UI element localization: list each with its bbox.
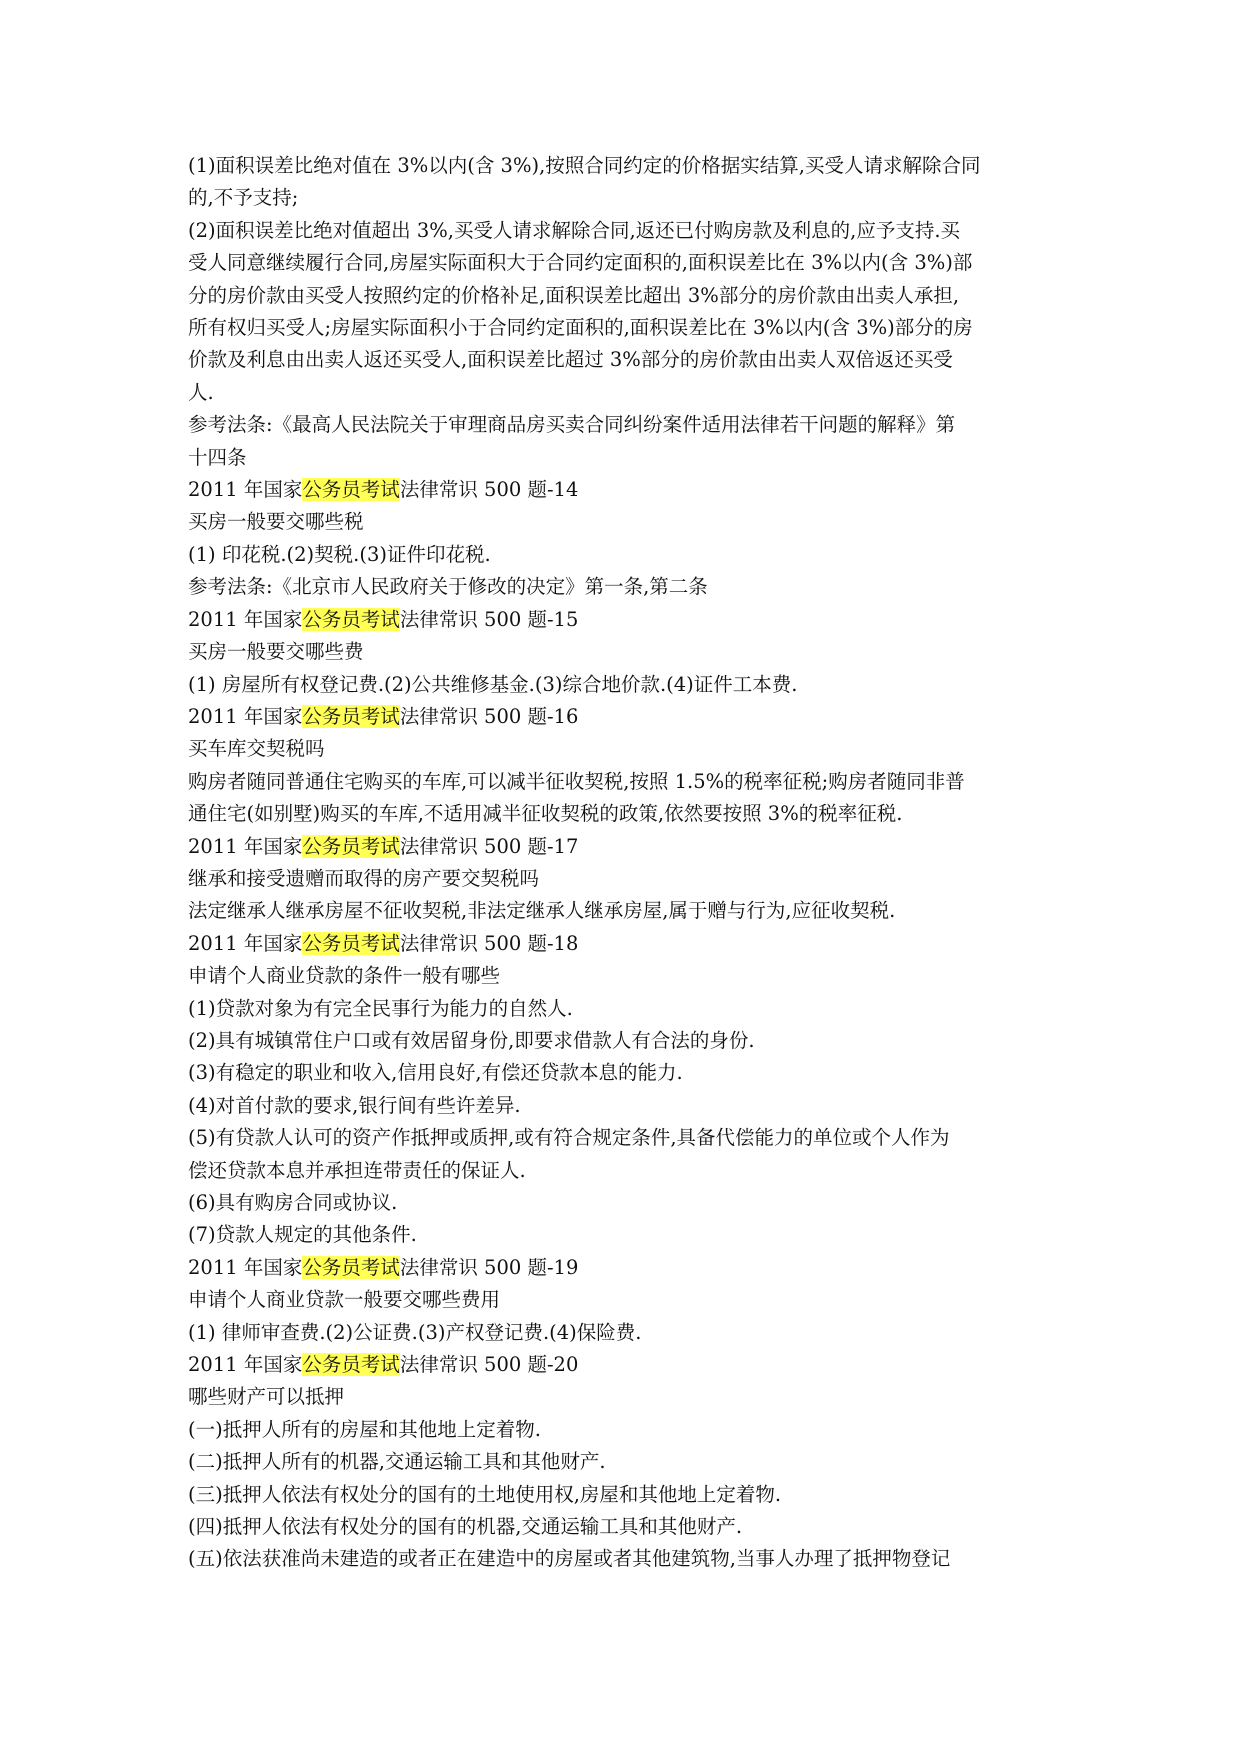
text-line: (5)有贷款人认可的资产作抵押或质押,或有符合规定条件,具备代偿能力的单位或个人作为 bbox=[188, 1126, 950, 1150]
heading-suffix: 法律常识 500 题-17 bbox=[399, 834, 579, 858]
heading-suffix: 法律常识 500 题-14 bbox=[399, 478, 579, 502]
heading-prefix: 2011 年国家 bbox=[188, 1353, 303, 1377]
text-line: 价款及利息由出卖人返还买受人,面积误差比超过 3%部分的房价款由出卖人双倍返还买受 bbox=[188, 348, 953, 372]
text-line: (三)抵押人依法有权处分的国有的土地使用权,房屋和其他地上定着物. bbox=[188, 1482, 782, 1506]
text-line: (一)抵押人所有的房屋和其他地上定着物. bbox=[188, 1417, 541, 1441]
text-line: 申请个人商业贷款一般要交哪些费用 bbox=[188, 1288, 501, 1312]
section-heading bbox=[188, 474, 1058, 506]
heading-prefix: 2011 年国家 bbox=[188, 704, 303, 728]
text-line: 偿还贷款本息并承担连带责任的保证人. bbox=[188, 1158, 526, 1182]
highlighted-keyword: 公务员考试 bbox=[302, 704, 400, 728]
text-line: (1)贷款对象为有完全民事行为能力的自然人. bbox=[188, 996, 573, 1020]
text-line: (6)具有购房合同或协议. bbox=[188, 1191, 398, 1214]
heading-suffix: 法律常识 500 题-18 bbox=[399, 931, 579, 955]
text-line: (7)贷款人规定的其他条件. bbox=[188, 1223, 417, 1247]
text-line: 买房一般要交哪些税 bbox=[188, 510, 364, 534]
section-heading bbox=[188, 928, 1058, 960]
section-heading bbox=[188, 604, 1058, 636]
highlighted-keyword: 公务员考试 bbox=[302, 931, 400, 955]
text-line: 买车库交契税吗 bbox=[188, 737, 325, 761]
text-line: (二)抵押人所有的机器,交通运输工具和其他财产. bbox=[188, 1450, 606, 1474]
heading-suffix: 法律常识 500 题-19 bbox=[399, 1255, 579, 1279]
text-line: 购房者随同普通住宅购买的车库,可以减半征收契税,按照 1.5%的税率征税;购房者随同非普 bbox=[188, 769, 965, 793]
text-line: (四)抵押人依法有权处分的国有的机器,交通运输工具和其他财产. bbox=[188, 1515, 743, 1539]
text-line: (2)面积误差比绝对值超出 3%,买受人请求解除合同,返还已付购房款及利息的,应予支持.买 bbox=[188, 218, 961, 242]
heading-prefix: 2011 年国家 bbox=[188, 478, 303, 502]
document-body bbox=[188, 150, 1058, 1576]
text-line: 分的房价款由买受人按照约定的价格补足,面积误差比超出 3%部分的房价款由出卖人承担, bbox=[188, 283, 960, 307]
heading-prefix: 2011 年国家 bbox=[188, 1255, 303, 1279]
highlighted-keyword: 公务员考试 bbox=[302, 1353, 400, 1377]
text-line: 参考法条:《最高人民法院关于审理商品房买卖合同纠纷案件适用法律若干问题的解释》第 bbox=[188, 413, 956, 437]
text-line: 法定继承人继承房屋不征收契税,非法定继承人继承房屋,属于赠与行为,应征收契税. bbox=[188, 899, 896, 923]
text-line: (3)有稳定的职业和收入,信用良好,有偿还贷款本息的能力. bbox=[188, 1061, 683, 1085]
text-line: (4)对首付款的要求,银行间有些许差异. bbox=[188, 1093, 521, 1117]
highlighted-keyword: 公务员考试 bbox=[302, 478, 400, 502]
text-line: (1)面积误差比绝对值在 3%以内(含 3%),按照合同约定的价格据实结算,买受人请求解除合同 bbox=[188, 154, 981, 177]
text-line: 参考法条:《北京市人民政府关于修改的决定》第一条,第二条 bbox=[188, 575, 708, 599]
text-line: 继承和接受遗赠而取得的房产要交契税吗 bbox=[188, 866, 540, 890]
text-line: 人. bbox=[188, 380, 214, 404]
text-line: 通住宅(如别墅)购买的车库,不适用减半征收契税的政策,依然要按照 3%的税率征税. bbox=[188, 802, 903, 826]
section-heading bbox=[188, 1252, 1058, 1284]
text-line: (1) 房屋所有权登记费.(2)公共维修基金.(3)综合地价款.(4)证件工本费. bbox=[188, 672, 798, 696]
text-line: (1) 印花税.(2)契税.(3)证件印花税. bbox=[188, 542, 491, 566]
heading-suffix: 法律常识 500 题-15 bbox=[399, 607, 579, 631]
heading-prefix: 2011 年国家 bbox=[188, 607, 303, 631]
text-line: 申请个人商业贷款的条件一般有哪些 bbox=[188, 964, 501, 988]
text-line: 的,不予支持; bbox=[188, 186, 299, 210]
section-heading bbox=[188, 1349, 1058, 1381]
heading-prefix: 2011 年国家 bbox=[188, 931, 303, 955]
text-line: 哪些财产可以抵押 bbox=[188, 1385, 345, 1409]
highlighted-keyword: 公务员考试 bbox=[302, 607, 400, 631]
text-line: (五)依法获准尚未建造的或者正在建造中的房屋或者其他建筑物,当事人办理了抵押物登记 bbox=[188, 1547, 951, 1571]
text-line: 十四条 bbox=[188, 445, 247, 469]
text-line: 所有权归买受人;房屋实际面积小于合同约定面积的,面积误差比在 3%以内(含 3%)部分的房 bbox=[188, 316, 973, 340]
text-line: 受人同意继续履行合同,房屋实际面积大于合同约定面积的,面积误差比在 3%以内(含 3%)部 bbox=[188, 251, 973, 275]
text-line: 买房一般要交哪些费 bbox=[188, 640, 364, 664]
heading-suffix: 法律常识 500 题-16 bbox=[399, 704, 579, 728]
text-line: (2)具有城镇常住户口或有效居留身份,即要求借款人有合法的身份. bbox=[188, 1028, 755, 1052]
highlighted-keyword: 公务员考试 bbox=[302, 834, 400, 858]
text-line: (1) 律师审查费.(2)公证费.(3)产权登记费.(4)保险费. bbox=[188, 1320, 642, 1344]
highlighted-keyword: 公务员考试 bbox=[302, 1255, 400, 1279]
heading-prefix: 2011 年国家 bbox=[188, 834, 303, 858]
section-heading bbox=[188, 701, 1058, 733]
section-heading bbox=[188, 831, 1058, 863]
heading-suffix: 法律常识 500 题-20 bbox=[399, 1353, 579, 1377]
